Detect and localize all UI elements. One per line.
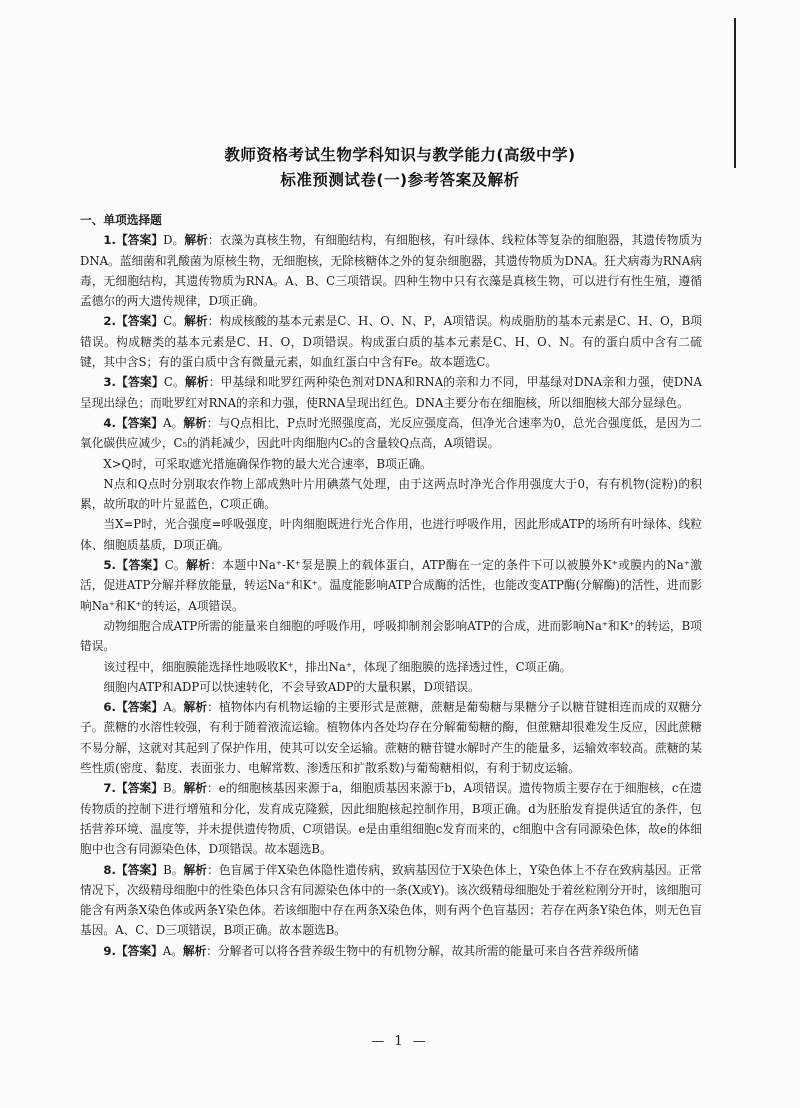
title-line-2: 标准预测试卷(一)参考答案及解析 [280,171,520,189]
item-5-para-b: 动物细胞合成ATP所需的能量来自细胞的呼吸作用，呼吸抑制剂会影响ATP的合成，进而影响Na⁺和K⁺的转运，B项错误。 [80,618,702,654]
item-5-para-d: 细胞内ATP和ADP可以快速转化，不会导致ADP的大量积累，D项错误。 [103,679,480,694]
answer-item-3: 3.【答案】C。解析：甲基绿和吡罗红两种染色剂对DNA和RNA的亲和力不同，甲基绿对DNA亲和力强，使DNA呈现出绿色；而吡罗红对RNA的亲和力强，使RNA呈现出红色。DNA主要分布在细胞核，所以细胞核大部分显绿色。 [80,375,702,410]
answer-item-1: 1.【答案】D。解析：衣藻为真核生物，有细胞结构，有细胞核，有叶绿体、线粒体等复杂的细胞器，其遗传物质为DNA。蓝细菌和乳酸菌为原核生物，无细胞核，无除核糖体之外的复杂细胞器，其遗传物质为DNA。狂犬病毒为RNA病毒，无细胞结构，其遗传物质为RNA。A、B、C三项错误。四种生物中只有衣藻是真核生物，可以进行有性生殖，遵循孟德尔的两大遗传规律，D项正确。 [80,233,702,309]
item-4-para-d: 当X=P时，光合强度=呼吸强度，叶肉细胞既进行光合作用，也进行呼吸作用，因此形成ATP的场所有叶绿体、线粒体、细胞质基质，D项正确。 [80,517,702,552]
answer-item-8: 8.【答案】B。解析：色盲属于伴X染色体隐性遗传病，致病基因位于X染色体上，Y染色体上不存在致病基因。正常情况下，次级精母细胞中的性染色体只含有同源染色体中的一条(X或Y)。该次级精母细胞处于着丝粒刚分开时，该细胞可能含有两条X染色体或两条Y染色体。若该细胞中存在两条X染色体，则有两个色盲基因；若存在两条Y染色体，则无色盲基因。A、C、D三项错误，B项正确。故本题选B。 [80,862,702,938]
answer-item-2: 2.【答案】C。解析：构成核酸的基本元素是C、H、O、N、P，A项错误。构成脂肪的基本元素是C、H、O，B项错误。构成糖类的基本元素是C、H、O，D项错误。构成蛋白质的基本元素是C、H、O、N。有的蛋白质中含有二硫键，其中含S；有的蛋白质中含有微量元素，如血红蛋白中含有Fe。故本题选C。 [80,314,702,370]
answer-item-6: 6.【答案】A。解析：植物体内有机物运输的主要形式是蔗糖，蔗糖是葡萄糖与果糖分子以糖苷键相连而成的双糖分子。蔗糖的水溶性较强，有利于随着液流运输。植物体内各处均存在分解葡萄糖的酶，但蔗糖却很难发生反应，因此蔗糖不易分解，这就对其起到了保护作用，使其可以安全运输。蔗糖的糖苷键水解时产生的能量多，运输效率较高。蔗糖的某些性质(密度、黏度、表面张力、电解常数、渗透压和扩散系数)与葡萄糖相似，有利于韧皮运输。 [80,700,702,776]
item-4-para-c: N点和Q点时分别取农作物上部成熟叶片用碘蒸气处理，由于这两点时净光合作用强度大于0，有有机物(淀粉)的积累，故所取的叶片显蓝色，C项正确。 [80,476,702,512]
page-number: — 1 — [371,1034,429,1049]
answer-item-9: 9.【答案】A。解析：分解者可以将各营养级生物中的有机物分解，故其所需的能量可来自各营养级所储 [103,943,639,958]
answer-content [80,210,702,961]
answer-item-7: 7.【答案】B。解析：e的细胞核基因来源于a，细胞质基因来源于b，A项错误。遗传物质主要存在于细胞核，c在遗传物质的控制下进行增殖和分化，发育成克隆猴，因此细胞核起控制作用，B项正确。d为胚胎发育提供适宜的条件，包括营养环境、温度等，并未提供遗传物质，C项错误。e是由重组细胞c发育而来的，c细胞中含有同源染色体，故e的体细胞中也含有同源染色体，D项错误。故本题选B。 [80,781,702,857]
title-line-1: 教师资格考试生物学科知识与教学能力(高级中学) [224,146,576,164]
section-heading: 一、单项选择题 [80,213,162,227]
item-4-para-b: X>Q时，可采取遮光措施确保作物的最大光合速率，B项正确。 [103,456,432,471]
answer-item-4: 4.【答案】A。解析：与Q点相比，P点时光照强度高，光反应强度高，但净光合速率为0，总光合强度低，是因为二氧化碳供应减少，C₅的消耗减少，因此叶肉细胞内C₅的含量较Q点高，A项错误。 [80,415,702,451]
item-5-para-c: 该过程中，细胞膜能选择性地吸收K⁺，排出Na⁺，体现了细胞膜的选择透过性，C项正确。 [103,659,572,674]
answer-item-5: 5.【答案】C。解析：本题中Na⁺-K⁺泵是膜上的载体蛋白，ATP酶在一定的条件下可以被膜外K⁺或膜内的Na⁺激活，促进ATP分解并释放能量，转运Na⁺和K⁺。温度能影响ATP合成酶的活性，也能改变ATP酶(分解酶)的活性，进而影响Na⁺和K⁺的转运，A项错误。 [80,558,702,613]
